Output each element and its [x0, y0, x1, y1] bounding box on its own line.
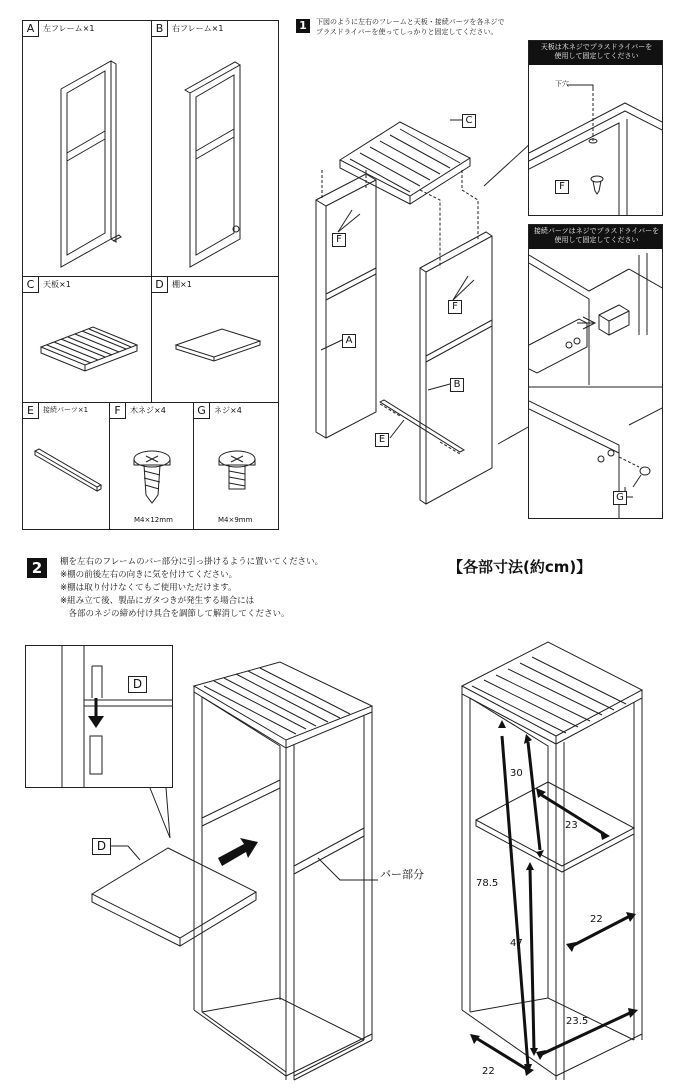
label-f-right: F — [448, 300, 462, 314]
screw-size: M4×12mm — [134, 516, 173, 524]
step1-text-line2: プラスドライバーを使ってしっかりと固定してください。 — [316, 28, 498, 36]
part-tag: D — [152, 277, 168, 293]
dim-side: 22 — [590, 914, 603, 925]
zoom-label: D — [128, 676, 147, 693]
detail-top-title-line1: 天板は木ネジでプラスドライバーを — [540, 43, 653, 51]
label-b: B — [450, 378, 464, 392]
step2-line1: 棚を左右のフレームのバー部分に引っ掛けるように置いてください。 — [60, 557, 324, 567]
label-e: E — [375, 433, 389, 447]
part-caption: 木ネジ×4 — [130, 406, 166, 415]
label-f-left: F — [332, 233, 346, 247]
part-caption: ネジ×4 — [214, 406, 242, 415]
step1-text-line1: 下図のように左右のフレームと天板・接続パーツを各ネジで — [316, 18, 505, 26]
detail-bottom-title-line1: 接続パーツはネジでプラスドライバーを — [533, 227, 660, 235]
dim-upper: 30 — [510, 768, 523, 779]
detail-bottom-part: G — [613, 491, 627, 505]
part-tag: E — [23, 403, 39, 419]
part-tag: G — [194, 403, 210, 419]
dim-bottom-front: 22 — [482, 1066, 495, 1077]
step2-line5: 各部のネジの締め付け具合を調節して解消してください。 — [60, 609, 290, 619]
part-caption: 棚×1 — [172, 280, 192, 289]
part-caption: 天板×1 — [43, 280, 71, 289]
part-tag: A — [23, 21, 39, 37]
detail-top-part: F — [555, 180, 569, 194]
dim-bottom-right: 23.5 — [566, 1016, 589, 1027]
step2-line2: ※棚の前後左右の向きに気を付けてください。 — [60, 570, 238, 580]
part-caption: 右フレーム×1 — [172, 24, 224, 33]
part-caption: 左フレーム×1 — [43, 24, 95, 33]
part-tag: F — [110, 403, 126, 419]
dim-shelf-depth: 23 — [565, 820, 578, 831]
label-a: A — [342, 334, 356, 348]
hole-label: 下穴 — [555, 80, 569, 88]
shelf-label: D — [92, 838, 111, 855]
part-tag: C — [23, 277, 39, 293]
screw-size: M4×9mm — [218, 516, 253, 524]
label-c: C — [462, 114, 476, 128]
detail-top-title-line2: 使用して固定してください — [554, 52, 639, 60]
detail-bottom-title-line2: 使用して固定してください — [554, 236, 639, 244]
dim-lower: 47 — [510, 938, 523, 949]
step2-line3: ※棚は取り付けなくてもご使用いただけます。 — [60, 583, 237, 593]
step1-number: 1 — [296, 19, 310, 33]
dim-total: 78.5 — [476, 878, 499, 889]
part-caption: 接続パーツ×1 — [43, 406, 89, 414]
bar-label: バー部分 — [380, 868, 424, 881]
part-tag: B — [152, 21, 168, 37]
step2-line4: ※組み立て後、製品にガタつきが発生する場合には — [60, 596, 255, 606]
step2-number: 2 — [27, 558, 47, 578]
dimensions-title: 【各部寸法(約cm)】 — [448, 558, 592, 576]
